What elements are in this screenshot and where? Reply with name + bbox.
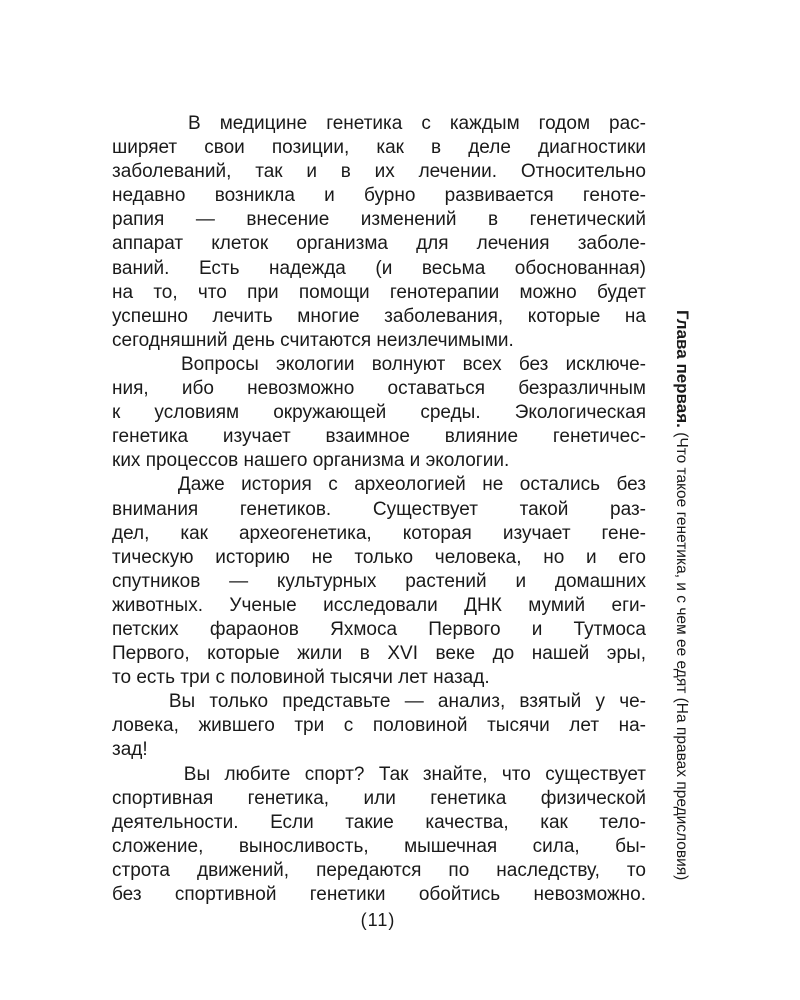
text-line: успешно лечить многие заболевания, которые на xyxy=(112,305,646,327)
paragraph-2 xyxy=(112,353,646,473)
text-line: строта движений, передаются по наследству, то xyxy=(112,859,646,881)
text-line: ния, ибо невозможно оставаться безразличным xyxy=(112,378,646,400)
text-line: то есть три с половиной тысячи лет назад. xyxy=(112,667,490,689)
page-body-text xyxy=(112,112,646,907)
text-line: Вопросы экологии волнуют всех без исключе- xyxy=(112,353,646,375)
text-line: ширяет свои позиции, как в деле диагностики xyxy=(112,137,646,159)
text-line: петских фараонов Яхмоса Первого и Тутмоса xyxy=(112,618,646,640)
text-line: В медицине генетика с каждым годом рас- xyxy=(112,113,646,134)
text-line: ловека, жившего три с половиной тысячи лет на- xyxy=(112,715,646,737)
chapter-title: Глава первая. xyxy=(673,310,692,428)
running-head xyxy=(667,310,697,881)
chapter-subtitle: (Что такое генетика, и с чем ее едят (На правах предисловия) xyxy=(673,427,690,881)
text-line: спортивная генетика, или генетика физической xyxy=(112,787,646,809)
text-line: дел, как археогенетика, которая изучает гене- xyxy=(112,522,646,544)
text-line: к условиям окружающей среды. Экологическая xyxy=(112,402,646,424)
page-number: (11) xyxy=(360,910,396,930)
paragraph-5 xyxy=(112,763,646,908)
text-line: рапия — внесение изменений в генетический xyxy=(112,209,646,231)
text-line: зад! xyxy=(112,739,148,761)
text-line: на то, что при помощи генотерапии можно будет xyxy=(112,281,646,303)
text-line: животных. Ученые исследовали ДНК мумий еги- xyxy=(112,594,646,616)
paragraph-1 xyxy=(112,112,646,353)
text-line: сложение, выносливость, мышечная сила, бы- xyxy=(112,835,646,857)
text-line: Вы только представьте — анализ, взятый у че- xyxy=(112,691,646,713)
paragraph-4 xyxy=(112,690,646,762)
text-line: без спортивной генетики обойтись невозможно. xyxy=(112,884,646,905)
text-line: генетика изучает взаимное влияние генетичес- xyxy=(112,426,646,448)
text-line: сегодняшний день считаются неизлечимыми. xyxy=(112,329,514,351)
text-line: Вы любите спорт? Так знайте, что существует xyxy=(112,763,646,785)
text-line: Первого, которые жили в XVI веке до нашей эры, xyxy=(112,643,646,665)
text-line: ких процессов нашего организма и экологии. xyxy=(112,450,510,472)
text-line: спутников — культурных растений и домашних xyxy=(112,570,646,592)
text-line: внимания генетиков. Существует такой раз- xyxy=(112,498,646,520)
text-line: недавно возникла и бурно развивается геноте- xyxy=(112,185,646,207)
paragraph-3 xyxy=(112,473,646,690)
text-line: аппарат клеток организма для лечения заболе- xyxy=(112,233,646,255)
text-line: заболеваний, так и в их лечении. Относительно xyxy=(112,161,646,183)
text-line: ваний. Есть надежда (и весьма обоснованная) xyxy=(112,257,646,279)
text-line: тическую историю не только человека, но и его xyxy=(112,546,646,568)
text-line: деятельности. Если такие качества, как тело- xyxy=(112,811,646,833)
text-line: Даже история с археологией не остались без xyxy=(112,474,646,496)
